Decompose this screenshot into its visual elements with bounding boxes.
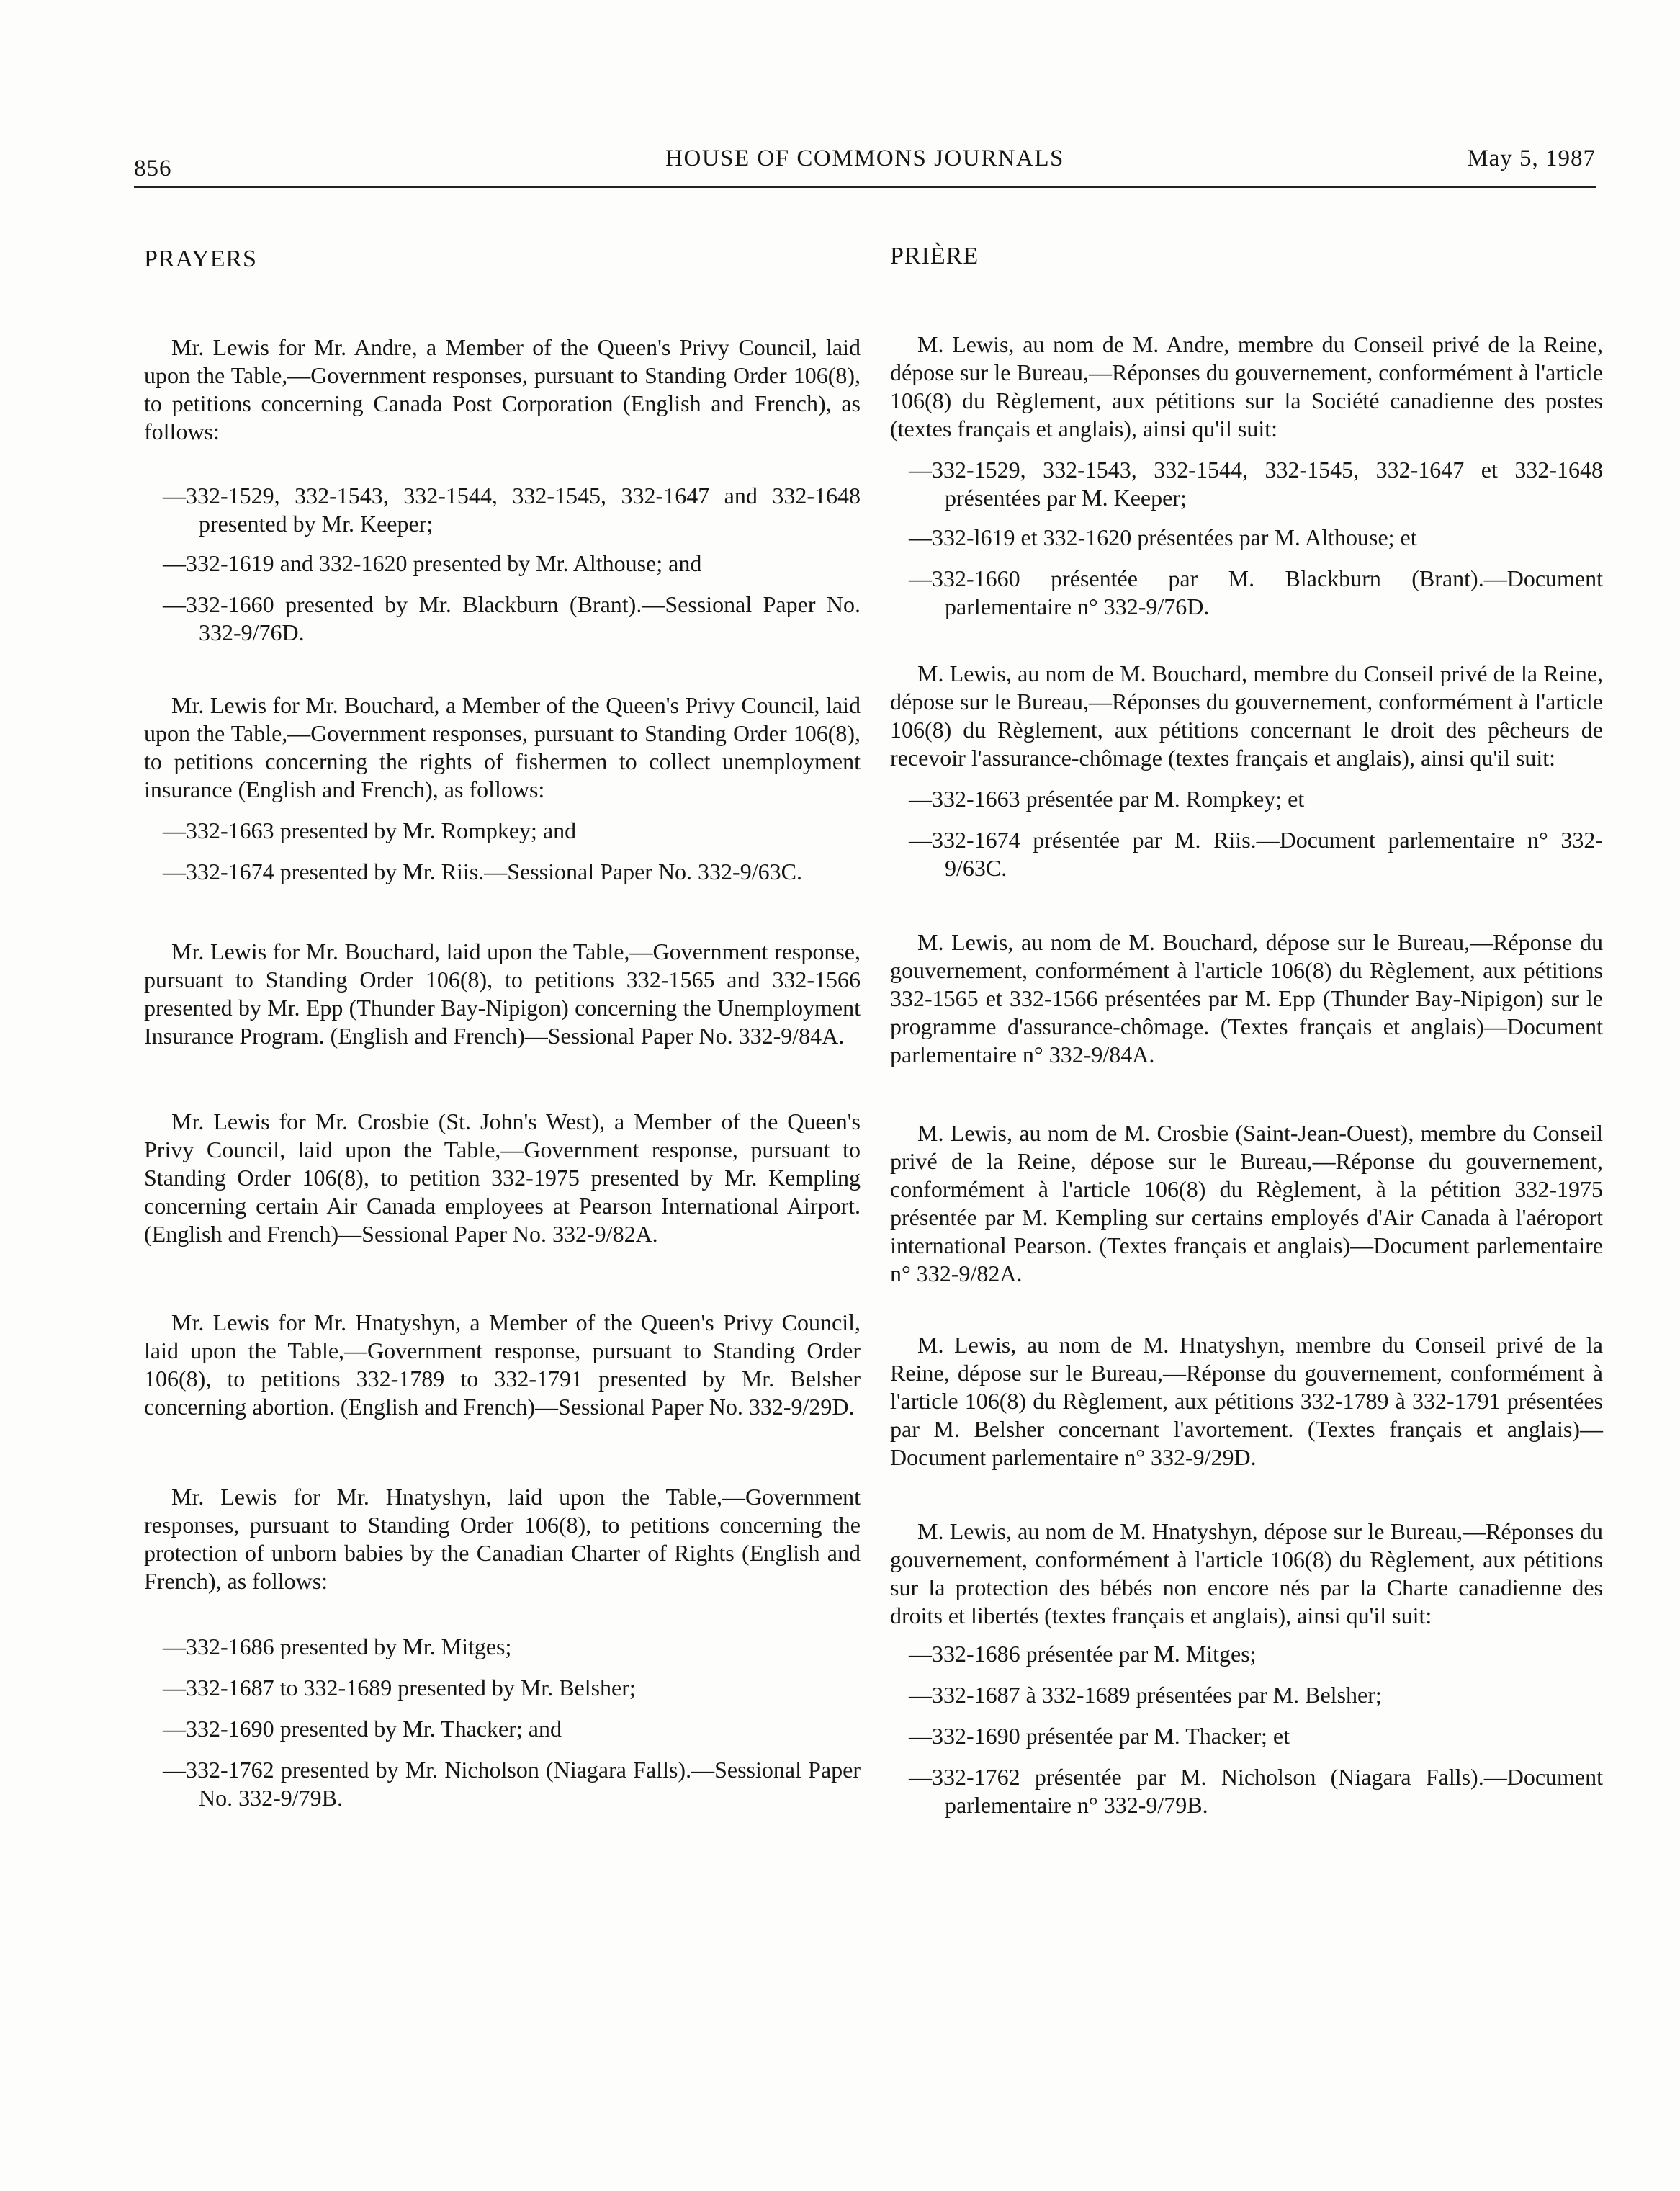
english-paragraph-bouchard-2: Mr. Lewis for Mr. Bouchard, laid upon the Table,—Government response, pursuant to Standing Order 106(8), to petitions 332-1565 and 332-1566 presented by Mr. Epp (Thunder Bay-Nipigon) concerning the Unemployment Insurance Program. (English and French)—Sessional Paper No. 332-9/84A. bbox=[144, 938, 861, 1049]
english-item: —332-1690 presented by Mr. Thacker; and bbox=[163, 1716, 562, 1742]
french-item: —332-1686 présentée par M. Mitges; bbox=[909, 1641, 1257, 1667]
english-column bbox=[144, 245, 861, 1812]
french-paragraph-crosbie: M. Lewis, au nom de M. Crosbie (Saint-Jean-Ouest), membre du Conseil privé de la Reine, dépose sur le Bureau,—Réponse du gouvernement, conformément à l'article 106(8) du Règlement, à la pétition 332-1975 présentée par M. Kempling sur certains employés d'Air Canada à l'aéroport international Pearson. (Textes français et anglais)—Document parlementaire n° 332-9/82A. bbox=[890, 1120, 1603, 1286]
french-column bbox=[890, 245, 1603, 1819]
french-item: —332-1660 présentée par M. Blackburn (Brant).—Document parlementaire n° 332-9/76D. bbox=[909, 565, 1603, 619]
english-heading: PRAYERS bbox=[144, 246, 257, 272]
french-paragraph-hnatyshyn-2: M. Lewis, au nom de M. Hnatyshyn, dépose sur le Bureau,—Réponses du gouvernement, conformément à l'article 106(8) du Règlement, aux pétitions sur la protection des bébés non encore nés par la Charte canadienne des droits et libertés (textes français et anglais), ainsi qu'il suit: bbox=[890, 1518, 1603, 1628]
english-paragraph-hnatyshyn-2: Mr. Lewis for Mr. Hnatyshyn, laid upon the Table,—Government responses, pursuant to Standing Order 106(8), to petitions concerning the protection of unborn babies by the Canadian Charter of Rights (English and French), as follows: bbox=[144, 1484, 861, 1594]
journal-date: May 5, 1987 bbox=[1467, 145, 1596, 171]
french-paragraph-andre: M. Lewis, au nom de M. Andre, membre du Conseil privé de la Reine, dépose sur le Bureau,—Réponses du gouvernement, conformément à l'article 106(8) du Règlement, aux pétitions sur la Société canadienne des postes (textes français et anglais), ainsi qu'il suit: bbox=[890, 331, 1603, 442]
english-item: —332-1660 presented by Mr. Blackburn (Brant).—Sessional Paper No. 332-9/76D. bbox=[163, 591, 861, 645]
french-item: —332-1690 présentée par M. Thacker; et bbox=[909, 1723, 1290, 1749]
english-paragraph-andre: Mr. Lewis for Mr. Andre, a Member of the Queen's Privy Council, laid upon the Table,—Government responses, pursuant to Standing Order 106(8), to petitions concerning Canada Post Corporation (English and French), as follows: bbox=[144, 334, 861, 444]
french-item: —332-1663 présentée par M. Rompkey; et bbox=[909, 786, 1305, 812]
english-item: —332-1529, 332-1543, 332-1544, 332-1545, 332-1647 and 332-1648 presented by Mr. Keeper; bbox=[163, 483, 861, 537]
french-paragraph-bouchard-2: M. Lewis, au nom de M. Bouchard, dépose sur le Bureau,—Réponse du gouvernement, conformément à l'article 106(8) du Règlement, aux pétitions 332-1565 et 332-1566 présentées par M. Epp (Thunder Bay-Nipigon) sur le programme d'assurance-chômage. (Textes français et anglais)—Document parlementaire n° 332-9/84A. bbox=[890, 929, 1603, 1067]
french-item: —332-1762 présentée par M. Nicholson (Niagara Falls).—Document parlementaire n° 332-9/79B. bbox=[909, 1764, 1603, 1818]
journal-title: HOUSE OF COMMONS JOURNALS bbox=[665, 145, 1064, 171]
french-paragraph-hnatyshyn-1: M. Lewis, au nom de M. Hnatyshyn, membre du Conseil privé de la Reine, dépose sur le Bureau,—Réponse du gouvernement, conformément à l'article 106(8) du Règlement, aux pétitions 332-1789 à 332-1791 présentées par M. Belsher concernant l'avortement. (Textes français et anglais)—Document parlementaire n° 332-9/29D. bbox=[890, 1332, 1603, 1470]
english-paragraph-bouchard-1: Mr. Lewis for Mr. Bouchard, a Member of the Queen's Privy Council, laid upon the Table,—Government responses, pursuant to Standing Order 106(8), to petitions concerning the rights of fishermen to collect unemployment insurance (English and French), as follows: bbox=[144, 692, 861, 802]
french-item: —332-1529, 332-1543, 332-1544, 332-1545, 332-1647 et 332-1648 présentées par M. Keeper; bbox=[909, 457, 1603, 511]
english-item: —332-1619 and 332-1620 presented by Mr. Althouse; and bbox=[163, 550, 702, 576]
french-item: —332-1687 à 332-1689 présentées par M. Belsher; bbox=[909, 1682, 1382, 1708]
header-rule bbox=[134, 186, 1596, 188]
english-item: —332-1762 presented by Mr. Nicholson (Niagara Falls).—Sessional Paper No. 332-9/79B. bbox=[163, 1757, 861, 1811]
english-item: —332-1674 presented by Mr. Riis.—Sessional Paper No. 332-9/63C. bbox=[163, 859, 802, 884]
french-item: —332-1674 présentée par M. Riis.—Document parlementaire n° 332-9/63C. bbox=[909, 827, 1603, 881]
english-item: —332-1663 presented by Mr. Rompkey; and bbox=[163, 817, 577, 843]
english-item: —332-1687 to 332-1689 presented by Mr. Belsher; bbox=[163, 1675, 636, 1701]
french-item: —332-l619 et 332-1620 présentées par M. Althouse; et bbox=[909, 524, 1417, 550]
french-heading: PRIÈRE bbox=[890, 243, 979, 269]
page-header bbox=[134, 143, 1596, 186]
english-paragraph-crosbie: Mr. Lewis for Mr. Crosbie (St. John's West), a Member of the Queen's Privy Council, laid upon the Table,—Government response, pursuant to Standing Order 106(8), to petition 332-1975 presented by Mr. Kempling concerning certain Air Canada employees at Pearson International Airport. (English and French)—Sessional Paper No. 332-9/82A. bbox=[144, 1108, 861, 1247]
english-item: —332-1686 presented by Mr. Mitges; bbox=[163, 1634, 512, 1659]
english-paragraph-hnatyshyn-1: Mr. Lewis for Mr. Hnatyshyn, a Member of the Queen's Privy Council, laid upon the Table,—Government response, pursuant to Standing Order 106(8), to petitions 332-1789 to 332-1791 presented by Mr. Belsher concerning abortion. (English and French)—Sessional Paper No. 332-9/29D. bbox=[144, 1309, 861, 1420]
french-paragraph-bouchard-1: M. Lewis, au nom de M. Bouchard, membre du Conseil privé de la Reine, dépose sur le Bureau,—Réponses du gouvernement, conformément à l'article 106(8) du Règlement, aux pétitions concernant le droit des pêcheurs de recevoir l'assurance-chômage (textes français et anglais), ainsi qu'il suit: bbox=[890, 660, 1603, 771]
page-number: 856 bbox=[134, 156, 172, 182]
